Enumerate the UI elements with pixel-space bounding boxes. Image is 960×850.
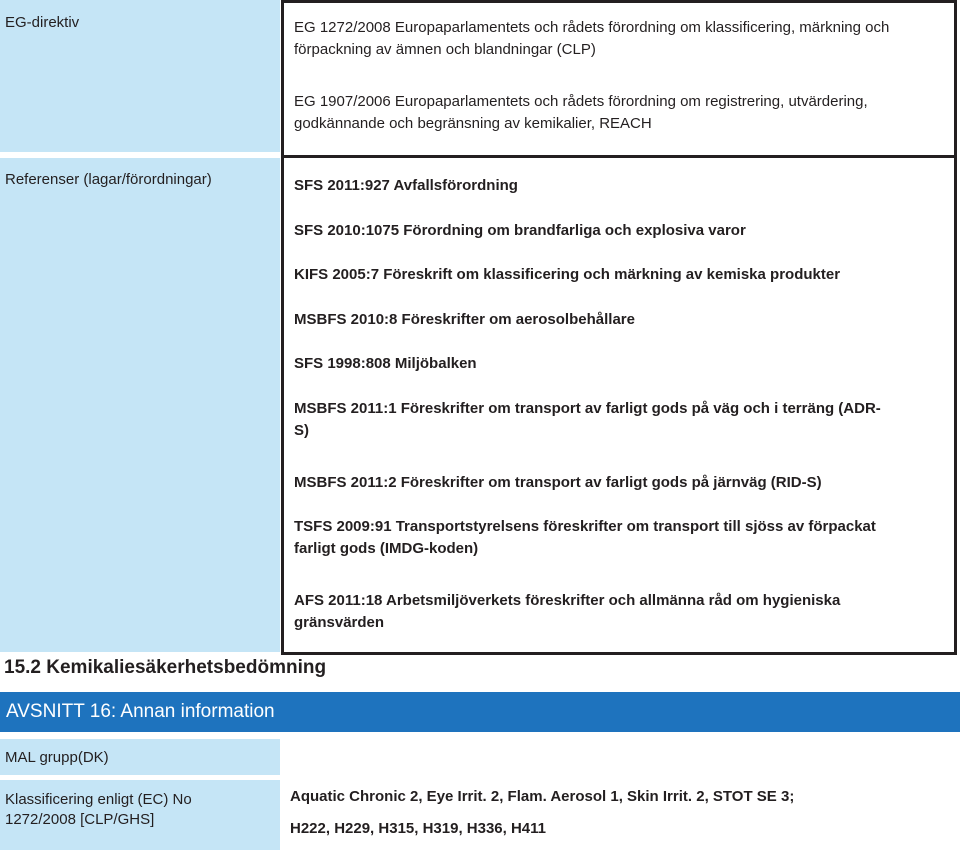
eg-item-2: EG 1907/2006 Europaparlamentets och rådets förordning om registrering, utvärdering, godkännande och begränsning av kemikalier, REACH xyxy=(294,93,868,132)
ref-item-5: SFS 1998:808 Miljöbalken xyxy=(294,355,477,372)
ref-item-6: MSBFS 2011:1 Föreskrifter om transport av farligt gods på väg och i terräng (ADR-S) xyxy=(294,400,881,439)
ref-item-1: SFS 2011:927 Avfallsförordning xyxy=(294,177,518,194)
eg-item-1: EG 1272/2008 Europaparlamentets och rådets förordning om klassificering, märkning och förpackning av ämnen och blandningar (CLP) xyxy=(294,19,890,58)
h-statements: H222, H229, H315, H319, H336, H411 xyxy=(290,820,547,837)
ref-item-7: MSBFS 2011:2 Föreskrifter om transport av farligt gods på järnväg (RID-S) xyxy=(294,474,822,491)
eg-direktiv-box xyxy=(281,0,957,158)
ref-item-3: KIFS 2005:7 Föreskrift om klassificering och märkning av kemiska produkter xyxy=(294,266,841,283)
ref-item-4: MSBFS 2010:8 Föreskrifter om aerosolbehållare xyxy=(294,311,635,328)
section-16-title-bar: AVSNITT 16: Annan information xyxy=(0,692,960,732)
ref-item-9: AFS 2011:18 Arbetsmiljöverkets föreskrifter och allmänna råd om hygieniska gränsvärden xyxy=(294,592,841,631)
ref-item-8: TSFS 2009:91 Transportstyrelsens föreskrifter om transport till sjöss av förpackat farligt gods (IMDG-koden) xyxy=(294,518,876,557)
referenser-box xyxy=(281,155,957,655)
csa-heading: 15.2 Kemikaliesäkerhetsbedömning xyxy=(4,657,327,678)
ref-label-cell xyxy=(0,158,280,652)
ref-item-2: SFS 2010:1075 Förordning om brandfarliga och explosiva varor xyxy=(294,222,746,239)
classification-label: Klassificering enligt (EC) No 1272/2008 [CLP/GHS] xyxy=(5,791,192,828)
mal-grupp-label: MAL grupp(DK) xyxy=(5,749,109,766)
eg-direktiv-label: EG-direktiv xyxy=(5,14,80,31)
classification-text: Aquatic Chronic 2, Eye Irrit. 2, Flam. Aerosol 1, Skin Irrit. 2, STOT SE 3; xyxy=(290,788,795,805)
referenser-label: Referenser (lagar/förordningar) xyxy=(5,171,212,188)
